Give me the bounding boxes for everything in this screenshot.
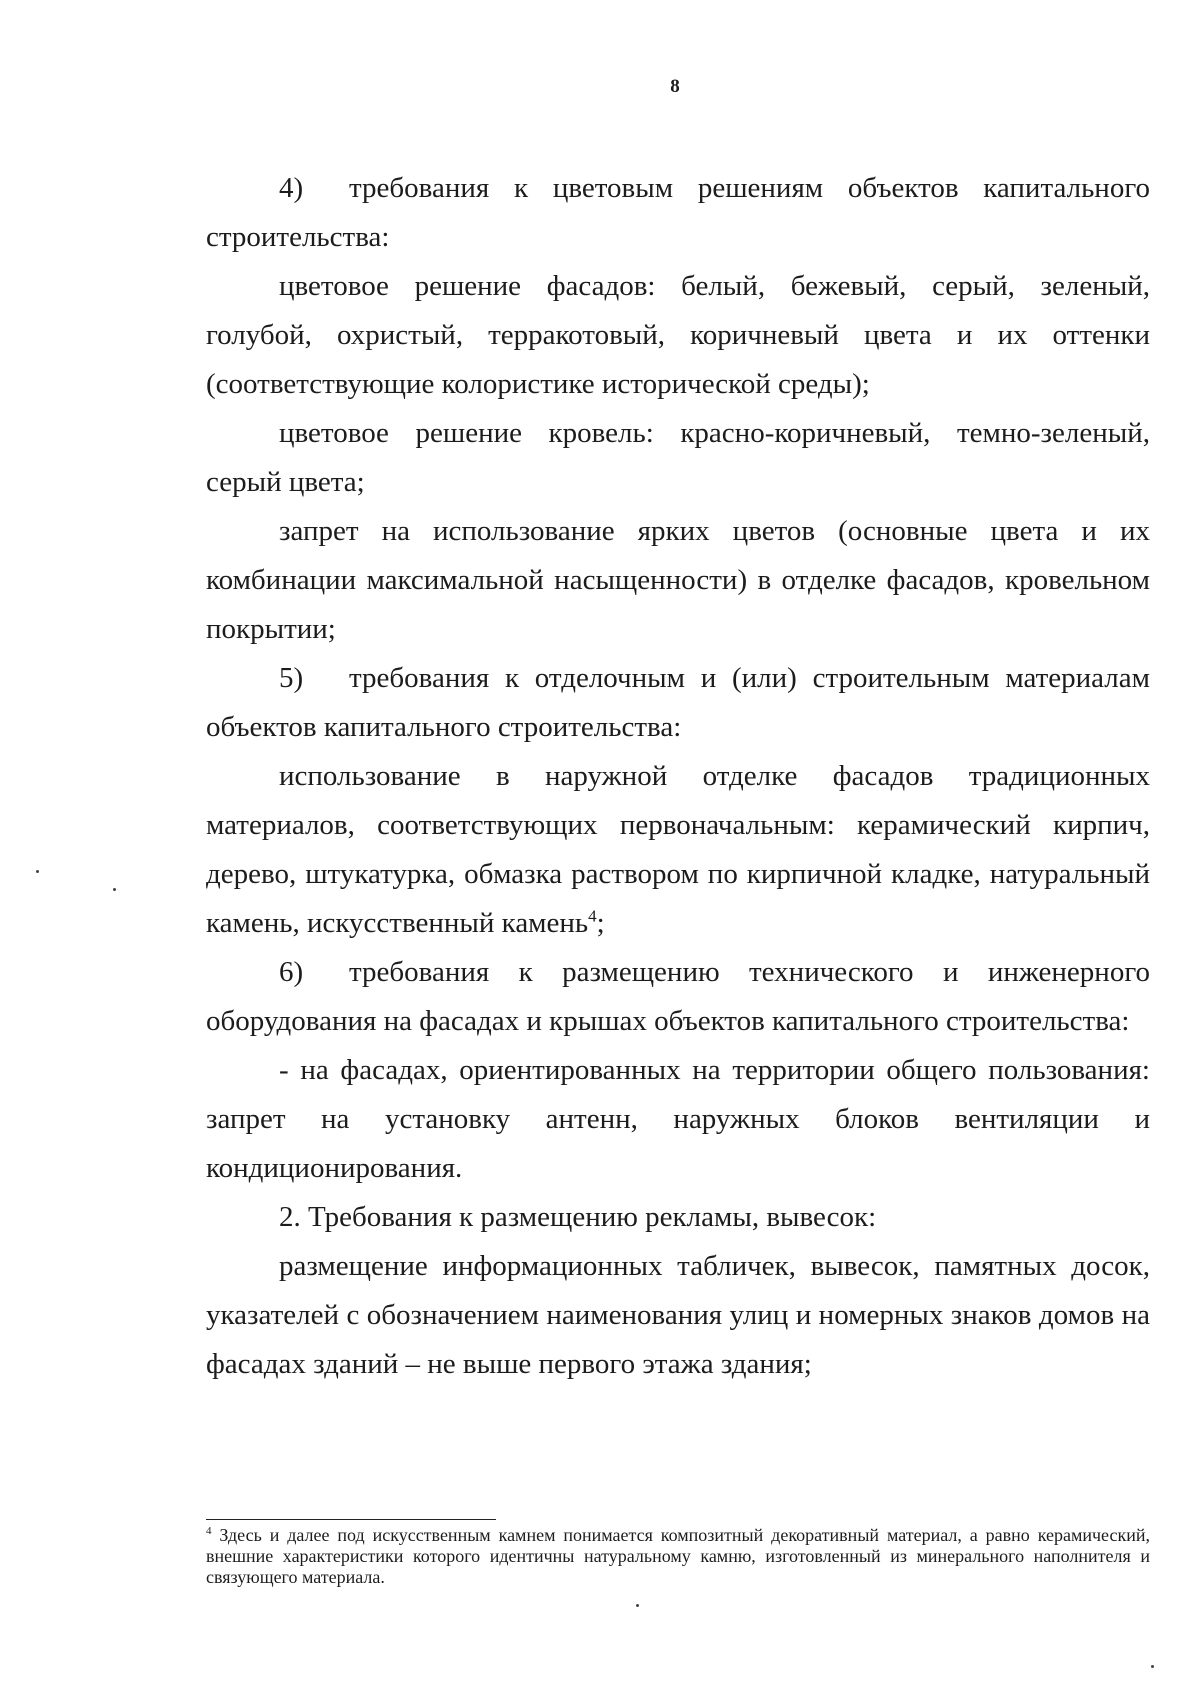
paragraph-bright-colors-ban: запрет на использование ярких цветов (основные цвета и их комбинации максимальной насыщенности) в отделке фасадов, кровельном покрытии; [206,515,1150,645]
footnote-text: Здесь и далее под искусственным камнем понимается композитный декоративный материал, а равно керамический, внешние характеристики которого идентичны натуральному камню, изготовленный из минерального наполнителя и связующего материала. [206,1525,1150,1587]
item-number: 4) [279,172,304,204]
paragraph-roof-colors: цветовое решение кровель: красно-коричневый, темно-зеленый, серый цвета; [206,417,1150,498]
paragraph-item-4 [206,164,1150,262]
section-heading-advertising: 2. Требования к размещению рекламы, вывесок: [279,1201,877,1233]
document-body [206,164,1150,1389]
footnote [206,1525,1150,1588]
scan-speck [36,870,39,873]
scan-speck [113,888,116,891]
footnote-reference: 4 [588,906,597,926]
paragraph-text: требования к цветовым решениям объектов капитального строительства: [206,172,1150,253]
item-number: 6) [279,956,304,988]
footnote-marker: 4 [206,1525,212,1537]
paragraph-end: ; [596,907,605,939]
paragraph-materials [206,752,1150,948]
paragraph-item-6 [206,948,1150,1046]
paragraph-signage-placement: размещение информационных табличек, вывесок, памятных досок, указателей с обозначением наименования улиц и номерных знаков домов на фасадах зданий – не выше первого этажа здания; [206,1250,1150,1380]
scan-speck [1151,1665,1154,1668]
scan-speck [636,1604,639,1607]
paragraph-text: требования к размещению технического и инженерного оборудования на фасадах и крышах объектов капитального строительства: [206,956,1150,1037]
paragraph-text: использование в наружной отделке фасадов традиционных материалов, соответствующих первоначальным: керамический кирпич, дерево, штукатурка, обмазка раствором по кирпичной кладке, натуральный камень, искусственный камень [206,760,1150,939]
paragraph-facade-colors: цветовое решение фасадов: белый, бежевый, серый, зеленый, голубой, охристый, терракотовый, коричневый цвета и их оттенки (соответствующие колористике исторической среды); [206,270,1150,400]
paragraph-item-5 [206,654,1150,752]
paragraph-text: требования к отделочным и (или) строительным материалам объектов капитального строительства: [206,662,1150,743]
paragraph-facade-equipment-ban: - на фасадах, ориентированных на территории общего пользования: запрет на установку антенн, наружных блоков вентиляции и кондиционирования. [206,1054,1150,1184]
footnote-separator [206,1519,496,1520]
page-number: 8 [670,76,680,97]
item-number: 5) [279,662,304,694]
